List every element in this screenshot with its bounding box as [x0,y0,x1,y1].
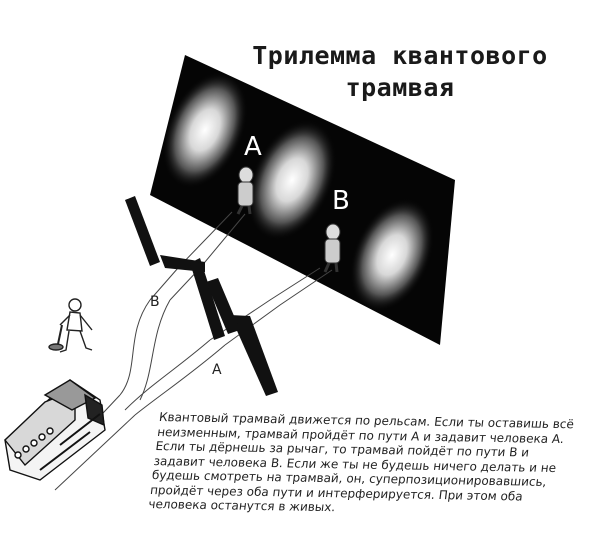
label-a-track: A [212,362,222,378]
title-line-2: трамвая [345,73,455,102]
caption-text: Квантовый трамвай движется по рельсам. Если ты оставишь всё неизменным, трамвай пройдёт по пути А и задавит человека А. Если ты дёрнешь за рычаг, то трамвай пойдёт по пути В и задавит человека В. Если же ты не будешь ничего делать и не будешь смотреть на трамвай, он, суперпозиционировавшись, пройдёт через оба пути и интерферируется. При этом оба человека останутся в живых. [147,410,575,515]
label-a-screen: A [244,132,262,162]
label-b-track: B [150,294,160,310]
tram [5,380,105,480]
page-title [200,40,600,104]
title-line-1: Трилемма квантового [252,41,548,70]
label-b-screen: B [332,186,350,216]
lever-man [49,299,92,352]
